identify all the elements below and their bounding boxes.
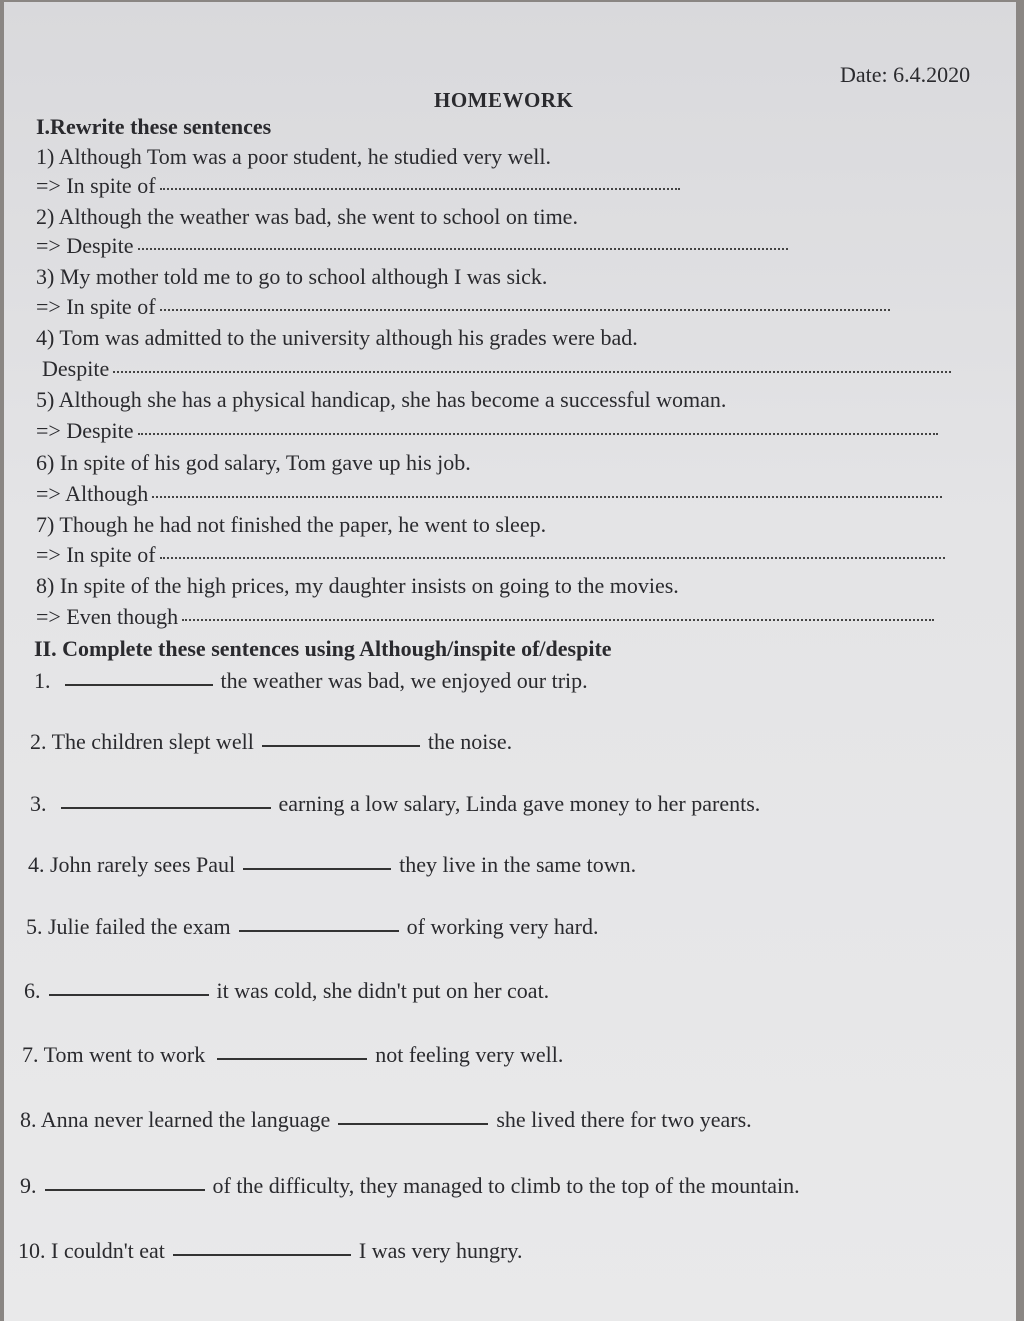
blank-10[interactable] — [173, 1253, 351, 1256]
complete-sentence-6-start: 6. — [24, 978, 41, 1003]
page-title: HOMEWORK — [434, 88, 574, 112]
rewrite-prompt-8 — [36, 604, 934, 630]
section-2-heading: II. Complete these sentences using Although/inspite of/despite — [34, 636, 612, 661]
complete-sentence-2-start: 2. The children slept well — [30, 729, 254, 754]
complete-sentence-1 — [34, 668, 588, 694]
rewrite-prompt-3-text: => In spite of — [36, 294, 156, 319]
blank-1[interactable] — [65, 683, 213, 686]
rewrite-sentence-3: 3) My mother told me to go to school although I was sick. — [36, 264, 548, 289]
answer-line-5[interactable] — [138, 432, 938, 435]
complete-sentence-2 — [30, 729, 512, 755]
section-1-heading: I.Rewrite these sentences — [36, 114, 272, 139]
complete-sentence-9-start: 9. — [20, 1173, 37, 1198]
blank-5[interactable] — [239, 929, 399, 932]
complete-sentence-4 — [28, 852, 636, 878]
complete-sentence-5-start: 5. Julie failed the exam — [26, 914, 231, 939]
complete-sentence-8-end: she lived there for two years. — [496, 1107, 752, 1132]
answer-line-6[interactable] — [152, 495, 942, 498]
blank-4[interactable] — [243, 867, 391, 870]
rewrite-sentence-6: 6) In spite of his god salary, Tom gave up his job. — [36, 450, 471, 475]
rewrite-prompt-1 — [36, 173, 680, 199]
complete-sentence-7 — [22, 1042, 563, 1068]
complete-sentence-4-start: 4. John rarely sees Paul — [28, 852, 236, 877]
rewrite-sentence-7: 7) Though he had not finished the paper, he went to sleep. — [36, 512, 547, 537]
complete-sentence-10-end: I was very hungry. — [358, 1238, 523, 1263]
complete-sentence-9 — [20, 1173, 800, 1199]
rewrite-prompt-2-text: => Despite — [36, 233, 134, 258]
rewrite-prompt-1-text: => In spite of — [36, 173, 156, 198]
blank-7[interactable] — [217, 1057, 367, 1060]
rewrite-prompt-7 — [36, 542, 945, 568]
blank-9[interactable] — [45, 1188, 205, 1191]
rewrite-sentence-2: 2) Although the weather was bad, she went to school on time. — [36, 204, 578, 229]
blank-2[interactable] — [262, 744, 420, 747]
rewrite-prompt-4 — [42, 356, 951, 382]
rewrite-prompt-6 — [36, 481, 942, 507]
complete-sentence-9-end: of the difficulty, they managed to climb to the top of the mountain. — [212, 1173, 800, 1198]
complete-sentence-4-end: they live in the same town. — [399, 852, 637, 877]
answer-line-1[interactable] — [160, 187, 680, 190]
complete-sentence-10 — [18, 1238, 522, 1264]
complete-sentence-3-start: 3. — [30, 791, 47, 816]
blank-6[interactable] — [49, 993, 209, 996]
complete-sentence-5 — [26, 914, 599, 940]
date-label: Date: 6.4.2020 — [840, 62, 971, 87]
complete-sentence-10-start: 10. I couldn't eat — [18, 1238, 165, 1263]
blank-3[interactable] — [61, 806, 271, 809]
rewrite-sentence-8: 8) In spite of the high prices, my daughter insists on going to the movies. — [36, 573, 679, 598]
complete-sentence-1-start: 1. — [34, 668, 51, 693]
complete-sentence-5-end: of working very hard. — [406, 914, 599, 939]
complete-sentence-1-end: the weather was bad, we enjoyed our trip. — [220, 668, 588, 693]
rewrite-prompt-7-text: => In spite of — [36, 542, 156, 567]
rewrite-prompt-2 — [36, 233, 788, 259]
rewrite-sentence-5: 5) Although she has a physical handicap, she has become a successful woman. — [36, 387, 727, 412]
complete-sentence-7-end: not feeling very well. — [375, 1042, 564, 1067]
rewrite-prompt-8-text: => Even though — [36, 604, 179, 629]
complete-sentence-3 — [30, 791, 760, 817]
complete-sentence-2-end: the noise. — [427, 729, 513, 754]
complete-sentence-7-start: 7. Tom went to work — [22, 1042, 206, 1067]
answer-line-7[interactable] — [160, 556, 945, 559]
complete-sentence-6-end: it was cold, she didn't put on her coat. — [216, 978, 550, 1003]
answer-line-4[interactable] — [113, 370, 951, 373]
complete-sentence-8-start: 8. Anna never learned the language — [20, 1107, 331, 1132]
answer-line-8[interactable] — [182, 618, 934, 621]
rewrite-prompt-3 — [36, 294, 890, 320]
worksheet-page — [4, 2, 1016, 1321]
rewrite-sentence-4: 4) Tom was admitted to the university although his grades were bad. — [36, 325, 638, 350]
complete-sentence-3-end: earning a low salary, Linda gave money to her parents. — [278, 791, 761, 816]
blank-8[interactable] — [338, 1122, 488, 1125]
answer-line-2[interactable] — [138, 247, 788, 250]
answer-line-3[interactable] — [160, 308, 890, 311]
rewrite-prompt-5 — [36, 418, 938, 444]
rewrite-prompt-6-text: => Although — [36, 481, 149, 506]
complete-sentence-6 — [24, 978, 549, 1004]
rewrite-prompt-4-text: Despite — [42, 356, 110, 381]
complete-sentence-8 — [20, 1107, 752, 1133]
rewrite-prompt-5-text: => Despite — [36, 418, 134, 443]
rewrite-sentence-1: 1) Although Tom was a poor student, he studied very well. — [36, 144, 551, 169]
